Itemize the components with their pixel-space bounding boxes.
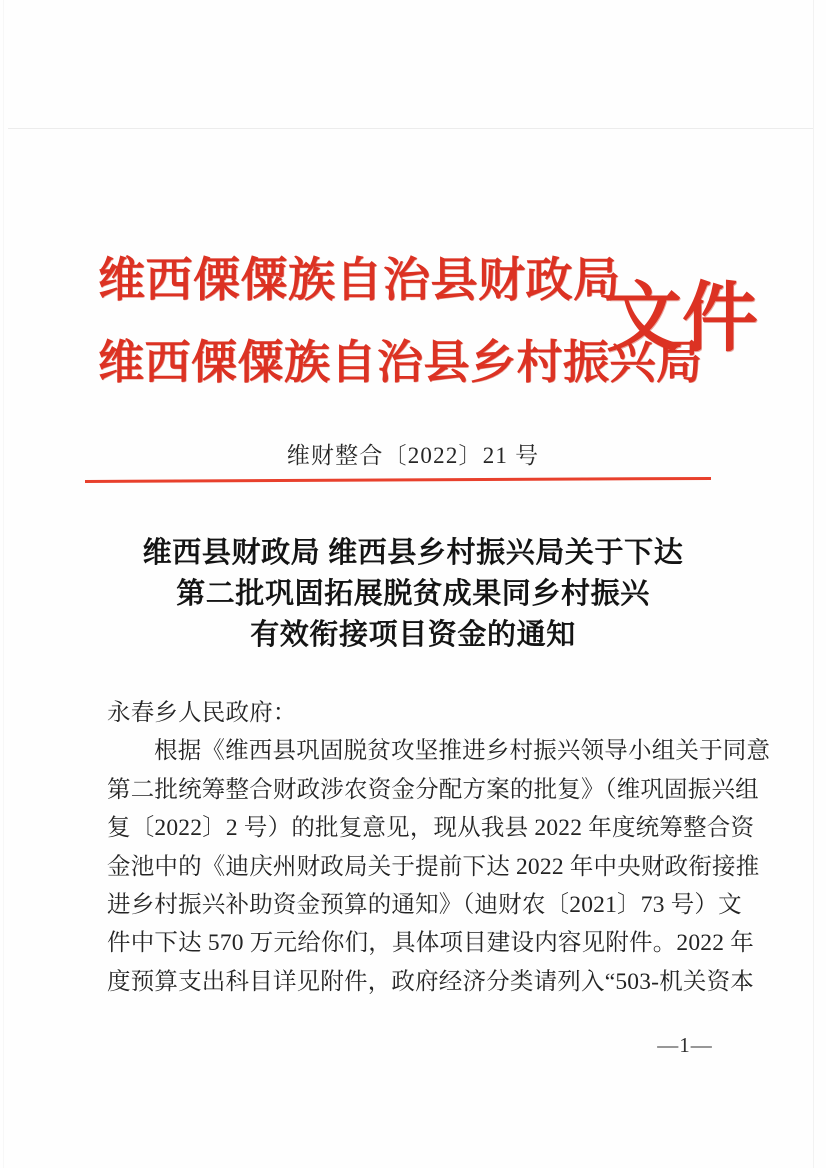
title-line-3: 有效衔接项目资金的通知 [250, 619, 576, 651]
document-body [107, 694, 771, 1001]
body-paragraph-line-1: 根据《维西县巩固脱贫攻坚推进乡村振兴领导小组关于同意 [154, 738, 771, 765]
body-paragraph-line-6: 件中下达 570 万元给你们，具体项目建设内容见附件。2022 年 [107, 930, 754, 957]
body-recipient: 永春乡人民政府： [107, 700, 297, 726]
title-line-1: 维西县财政局 维西县乡村振兴局关于下达 [142, 537, 684, 569]
letterhead [0, 243, 826, 408]
page-title [0, 533, 826, 656]
body-paragraph-line-7: 度预算支出科目详见附件，政府经济分类请列入“503-机关资本 [107, 968, 755, 995]
body-paragraph-line-2: 第二批统筹整合财政涉农资金分配方案的批复》（维巩固振兴组 [107, 776, 759, 803]
document-serial-number: 维财整合〔2022〕21 号 [286, 443, 540, 468]
footer-page-number [0, 1031, 826, 1059]
letterhead-agency-line-1: 维西傈僳族自治县财政局 [98, 255, 621, 307]
red-separator-rule [85, 477, 711, 483]
page-number-label: —1— [657, 1033, 713, 1057]
title-line-2: 第二批巩固拓展脱贫成果同乡村振兴 [176, 578, 650, 610]
body-paragraph-line-5: 进乡村振兴补助资金预算的通知》（迪财农〔2021〕73 号）文 [107, 891, 742, 918]
letterhead-agency-line-2: 维西傈僳族自治县乡村振兴局 [98, 337, 703, 388]
body-paragraph-line-3: 复〔2022〕2 号）的批复意见，现从我县 2022 年度统筹整合资 [107, 815, 755, 842]
scan-artifact-top-line [8, 128, 814, 129]
letterhead-document-word: 文件 [606, 277, 758, 361]
body-paragraph-line-4: 金池中的《迪庆州财政局关于提前下达 2022 年中央财政衔接推 [107, 853, 760, 880]
